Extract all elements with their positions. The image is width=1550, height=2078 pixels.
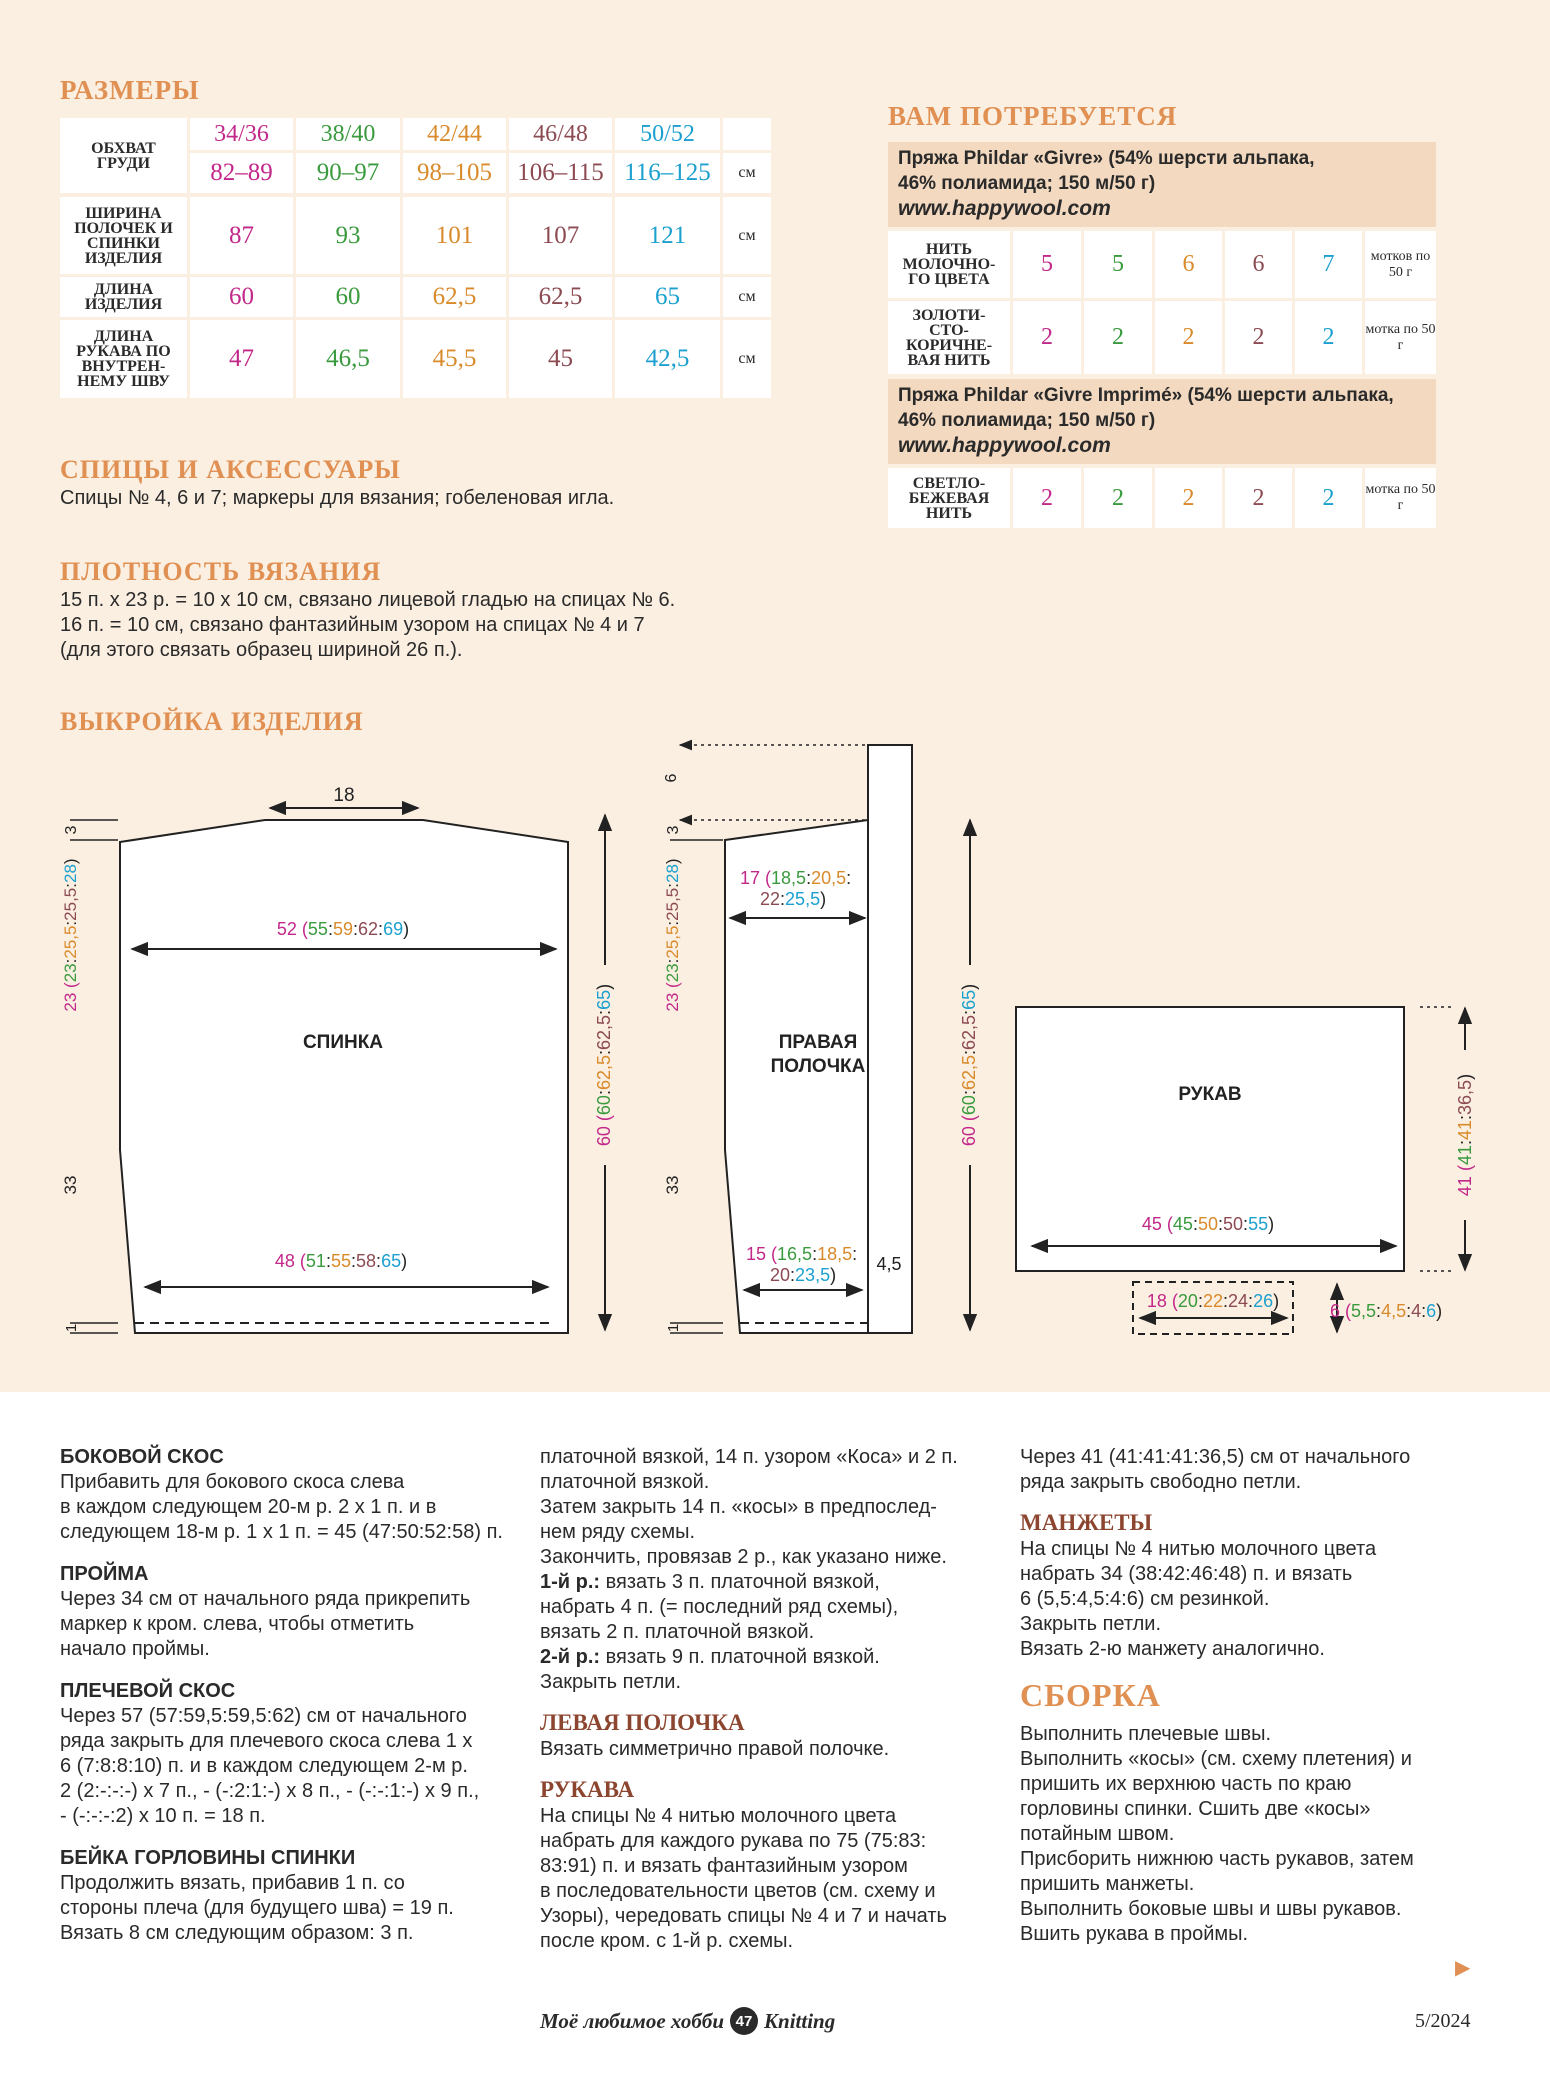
sleeve-width-label: 45 (45:50:50:55) xyxy=(1141,1214,1275,1234)
paragraph-line: 83:91) п. и вязать фантазийным узором xyxy=(540,1855,908,1877)
sleeve-name: РУКАВ xyxy=(1178,1084,1242,1105)
cuff-width-label: 18 (20:22:24:26) xyxy=(1146,1291,1280,1311)
size-value: 116–125 xyxy=(615,153,720,193)
paragraph-line: Закончить, провязав 2 р., как указано ниже. xyxy=(540,1546,947,1568)
size-row-label: ДЛИНА ИЗДЕЛИЯ xyxy=(60,277,187,317)
paragraph-line: 1-й р.: вязать 3 п. платочной вязкой, xyxy=(540,1571,880,1593)
paragraph-bold: 1-й р.: xyxy=(540,1571,601,1593)
next-page-arrow-icon[interactable]: ▶ xyxy=(1455,1957,1471,1979)
size-unit: см xyxy=(723,320,771,398)
footer-section: Knitting xyxy=(764,2008,836,2033)
size-header-3: 42/44 xyxy=(403,118,506,150)
section-heading: БЕЙКА ГОРЛОВИНЫ СПИНКИ xyxy=(60,1847,356,1869)
front-length-label: 60 (60:62,5:62,5:65) xyxy=(959,983,979,1147)
yarn-value: 7 xyxy=(1295,231,1362,298)
yarn1-line2: 46% полиамида; 150 м/50 г) xyxy=(898,173,1156,194)
text-column-1 xyxy=(60,1445,515,1946)
paragraph-line: Прибавить для бокового скоса слева xyxy=(60,1471,405,1493)
paragraph-line: стороны плеча (для будущего шва) = 19 п. xyxy=(60,1897,454,1919)
paragraph-line: Выполнить плечевые швы. xyxy=(1020,1723,1272,1745)
size-value: 60 xyxy=(296,277,400,317)
yarn-value: 6 xyxy=(1225,231,1292,298)
paragraph-line: - (-:-:-:2) х 10 п. = 18 п. xyxy=(60,1805,266,1827)
yarn-value: 2 xyxy=(1225,468,1292,528)
text-column-3 xyxy=(1020,1445,1490,1947)
paragraph-line: ряда закрыть для плечевого скоса слева 1 х xyxy=(60,1730,473,1752)
size-value: 90–97 xyxy=(296,153,400,193)
yarn2-line1: Пряжа Phildar «Givre Imprimé» (54% шерсти альпака, xyxy=(898,385,1394,406)
pattern-diagram xyxy=(0,730,1550,1370)
size-value: 42,5 xyxy=(615,320,720,398)
gauge-line-2: 16 п. = 10 см, связано фантазийным узором на спицах № 4 и 7 xyxy=(60,614,645,636)
paragraph-line: 6 (5,5:4,5:4:6) см резинкой. xyxy=(1020,1588,1270,1610)
yarn-value: 5 xyxy=(1013,231,1081,298)
paragraph-line: нем ряду схемы. xyxy=(540,1521,696,1543)
paragraph-line: вязать 2 п. платочной вязкой. xyxy=(540,1621,815,1643)
gauge-line-3: (для этого связать образец шириной 26 п.). xyxy=(60,639,463,661)
yarn2-line2: 46% полиамида; 150 м/50 г) xyxy=(898,410,1156,431)
paragraph-line: платочной вязкой. xyxy=(540,1471,710,1493)
front-shoulder-w1: 17 (18,5:20,5: xyxy=(740,868,852,888)
paragraph-line: Присборить нижнюю часть рукавов, затем xyxy=(1020,1848,1414,1870)
yarn1-url[interactable]: www.happywool.com xyxy=(898,197,1111,220)
size-header-1: 34/36 xyxy=(190,118,293,150)
yarn-row-label: ЗОЛОТИ-СТО-КОРИЧНЕ-ВАЯ НИТЬ xyxy=(888,301,1010,374)
needles-text: Спицы № 4, 6 и 7; маркеры для вязания; гобеленовая игла. xyxy=(60,487,615,509)
section-heading: ПРОЙМА xyxy=(60,1563,149,1585)
paragraph-line: Выполнить боковые швы и швы рукавов. xyxy=(1020,1898,1402,1920)
paragraph-line: набрать для каждого рукава по 75 (75:83: xyxy=(540,1830,927,1852)
paragraph-line: На спицы № 4 нитью молочного цвета xyxy=(1020,1538,1377,1560)
paragraph-line: 2 (2:-:-:-) х 7 п., - (-:2:1:-) х 8 п., - (-:-:1:-) х 9 п., xyxy=(60,1780,480,1802)
size-value: 107 xyxy=(509,197,612,274)
back-armhole-label: 23 (23:25,5:25,5:28) xyxy=(61,858,80,1012)
size-value: 82–89 xyxy=(190,153,293,193)
cuff-height-label: 6 (5,5:4,5:4:6) xyxy=(1330,1301,1443,1321)
paragraph-line: в последовательности цветов (см. схему и xyxy=(540,1880,936,1902)
yarn-value: 2 xyxy=(1013,468,1081,528)
back-name: СПИНКА xyxy=(302,1032,384,1053)
size-row-label: ОБХВАТ ГРУДИ xyxy=(60,118,187,193)
paragraph-line: Через 34 см от начального ряда прикрепить xyxy=(60,1588,471,1610)
back-edge-label: 1 xyxy=(63,1323,80,1333)
paragraph-line: Закрыть петли. xyxy=(1020,1613,1161,1635)
back-neck-label: 18 xyxy=(333,785,355,806)
size-value: 62,5 xyxy=(509,277,612,317)
paragraph-line: Затем закрыть 14 п. «косы» в предпослед- xyxy=(540,1496,937,1518)
front-shoulder-w2: 22:25,5) xyxy=(760,889,827,909)
paragraph-line: пришить их верхнюю часть по краю xyxy=(1020,1773,1352,1795)
front-hem-w1: 15 (16,5:18,5: xyxy=(746,1244,858,1264)
size-row-label: ДЛИНА РУКАВА ПО ВНУТРЕН-НЕМУ ШВУ xyxy=(60,320,187,398)
yarn-value: 2 xyxy=(1155,301,1222,374)
paragraph-line: Через 57 (57:59,5:59,5:62) см от начального xyxy=(60,1705,467,1727)
paragraph-line: платочной вязкой, 14 п. узором «Коса» и 2 п. xyxy=(540,1446,958,1468)
paragraph-line: ряда закрыть свободно петли. xyxy=(1020,1471,1302,1493)
size-header-2: 38/40 xyxy=(296,118,400,150)
footer-issue: 5/2024 xyxy=(1415,2010,1471,2032)
section-heading: ПЛЕЧЕВОЙ СКОС xyxy=(60,1680,236,1702)
yarn-value: 2 xyxy=(1155,468,1222,528)
paragraph-bold: 2-й р.: xyxy=(540,1646,601,1668)
back-side-label: 33 xyxy=(61,1175,80,1195)
yarn2-header xyxy=(888,379,1436,464)
sleeve-length-label: 41 (41:41:36,5) xyxy=(1455,1073,1475,1197)
paragraph-line: Вшить рукава в проймы. xyxy=(1020,1923,1249,1945)
yarn-value: 5 xyxy=(1084,231,1152,298)
front-edge-label: 1 xyxy=(665,1323,682,1333)
size-row-label: ШИРИНА ПОЛОЧЕК И СПИНКИ ИЗДЕЛИЯ xyxy=(60,197,187,274)
yarn-value: 6 xyxy=(1155,231,1222,298)
paragraph-line: начало проймы. xyxy=(60,1638,210,1660)
size-value: 106–115 xyxy=(509,153,612,193)
yarn-unit: мотка по 50 г xyxy=(1365,301,1436,374)
size-value: 87 xyxy=(190,197,293,274)
paragraph-line: Закрыть петли. xyxy=(540,1671,681,1693)
pattern-heading: ВЫКРОЙКА ИЗДЕЛИЯ xyxy=(60,707,364,736)
gauge-line-1: 15 п. х 23 р. = 10 х 10 см, связано лицевой гладью на спицах № 6. xyxy=(60,589,676,611)
needles-heading: СПИЦЫ И АКСЕССУАРЫ xyxy=(60,455,401,484)
size-value: 45,5 xyxy=(403,320,506,398)
paragraph-line: набрать 4 п. (= последний ряд схемы), xyxy=(540,1596,899,1618)
yarn1-line1: Пряжа Phildar «Givre» (54% шерсти альпака, xyxy=(898,148,1315,169)
yarn-value: 2 xyxy=(1084,301,1152,374)
section-heading: БОКОВОЙ СКОС xyxy=(60,1446,224,1468)
back-chest-label: 52 (55:59:62:69) xyxy=(276,919,410,939)
footer-page-number: 47 xyxy=(730,2007,758,2035)
paragraph-line: На спицы № 4 нитью молочного цвета xyxy=(540,1805,897,1827)
yarn-value: 2 xyxy=(1295,301,1362,374)
yarn-value: 2 xyxy=(1013,301,1081,374)
paragraph-line: Вязать 8 см следующим образом: 3 п. xyxy=(60,1922,414,1944)
paragraph-line: горловины спинки. Сшить две «косы» xyxy=(1020,1798,1371,1820)
materials-heading: ВАМ ПОТРЕБУЕТСЯ xyxy=(888,101,1178,131)
paragraph-line: маркер к кром. слева, чтобы отметить xyxy=(60,1613,415,1635)
size-value: 60 xyxy=(190,277,293,317)
paragraph-line: 2-й р.: вязать 9 п. платочной вязкой. xyxy=(540,1646,880,1668)
paragraph-line: после кром. с 1-й р. схемы. xyxy=(540,1930,794,1952)
yarn-row-label: НИТЬ МОЛОЧНО-ГО ЦВЕТА xyxy=(888,231,1010,298)
size-value: 101 xyxy=(403,197,506,274)
section-heading: МАНЖЕТЫ xyxy=(1020,1510,1153,1535)
front-name-2: ПОЛОЧКА xyxy=(770,1056,866,1077)
yarn1-header xyxy=(888,142,1436,227)
paragraph-line: Вязать симметрично правой полочке. xyxy=(540,1738,890,1760)
size-value: 93 xyxy=(296,197,400,274)
back-length-label: 60 (60:62,5:62,5:65) xyxy=(594,983,614,1147)
yarn-unit: мотка по 50 г xyxy=(1365,468,1436,528)
footer-brand xyxy=(540,2007,835,2035)
assembly-heading: СБОРКА xyxy=(1020,1677,1161,1713)
back-shoulder-label: 3 xyxy=(63,825,80,835)
size-value: 47 xyxy=(190,320,293,398)
yarn-value: 2 xyxy=(1225,301,1292,374)
section-heading: РУКАВА xyxy=(540,1777,635,1802)
paragraph-line: набрать 34 (38:42:46:48) п. и вязать xyxy=(1020,1563,1353,1585)
front-hem-w2: 20:23,5) xyxy=(770,1265,837,1285)
size-header-5: 50/52 xyxy=(615,118,720,150)
footer-magazine: Моё любимое хобби xyxy=(540,2008,725,2033)
size-header-4: 46/48 xyxy=(509,118,612,150)
sizes-heading: РАЗМЕРЫ xyxy=(60,75,200,105)
front-side-label: 33 xyxy=(663,1175,682,1195)
size-unit: см xyxy=(723,197,771,274)
gauge-heading: ПЛОТНОСТЬ ВЯЗАНИЯ xyxy=(60,557,382,586)
paragraph-line: Продолжить вязать, прибавив 1 п. со xyxy=(60,1872,405,1894)
size-unit: см xyxy=(723,277,771,317)
front-band-label: 4,5 xyxy=(876,1254,902,1274)
size-value: 121 xyxy=(615,197,720,274)
paragraph-line: потайным швом. xyxy=(1020,1823,1175,1845)
yarn2-url[interactable]: www.happywool.com xyxy=(898,434,1111,457)
paragraph-line: Через 41 (41:41:41:36,5) см от начального xyxy=(1020,1446,1411,1468)
paragraph-line: Выполнить «косы» (см. схему плетения) и xyxy=(1020,1748,1412,1770)
front-name-1: ПРАВАЯ xyxy=(778,1032,858,1053)
front-top-label: 6 xyxy=(663,773,680,783)
text-column-2 xyxy=(540,1445,1010,1954)
sizes-header-unit xyxy=(723,118,771,150)
section-heading: ЛЕВАЯ ПОЛОЧКА xyxy=(540,1710,745,1735)
size-unit: см xyxy=(723,153,771,193)
paragraph-line: Вязать 2-ю манжету аналогично. xyxy=(1020,1638,1325,1660)
paragraph-line: пришить манжеты. xyxy=(1020,1873,1195,1895)
paragraph-line: 6 (7:8:8:10) п. и в каждом следующем 2-м р. xyxy=(60,1755,468,1777)
back-hem-label: 48 (51:55:58:65) xyxy=(274,1251,408,1271)
size-value: 45 xyxy=(509,320,612,398)
size-value: 65 xyxy=(615,277,720,317)
yarn-row-label: СВЕТЛО-БЕЖЕВАЯ НИТЬ xyxy=(888,468,1010,528)
paragraph-line: в каждом следующем 20-м р. 2 х 1 п. и в xyxy=(60,1496,437,1518)
front-armhole-label: 23 (23:25,5:25,5:28) xyxy=(663,858,682,1012)
paragraph-line: следующем 18-м р. 1 х 1 п. = 45 (47:50:52:58) п. xyxy=(60,1521,503,1543)
size-value: 46,5 xyxy=(296,320,400,398)
yarn-unit: мотков по 50 г xyxy=(1365,231,1436,298)
front-shoulder-label: 3 xyxy=(665,825,682,835)
yarn-value: 2 xyxy=(1295,468,1362,528)
paragraph-line: Узоры), чередовать спицы № 4 и 7 и начать xyxy=(540,1905,947,1927)
size-value: 62,5 xyxy=(403,277,506,317)
size-value: 98–105 xyxy=(403,153,506,193)
yarn-value: 2 xyxy=(1084,468,1152,528)
